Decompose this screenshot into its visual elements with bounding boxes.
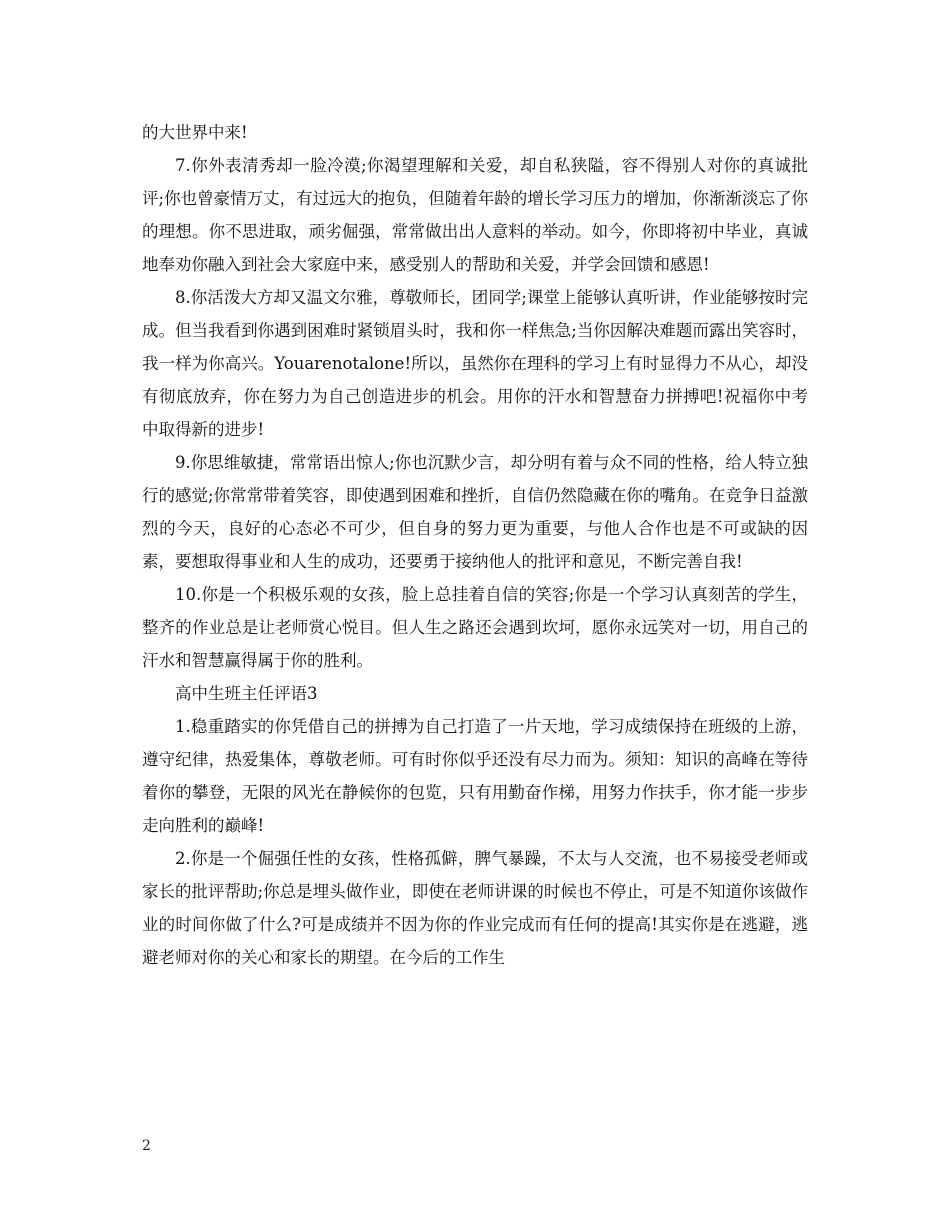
paragraph-comment-7: 7.你外表清秀却一脸冷漠;你渴望理解和关爱，却自私狭隘，容不得别人对你的真诚批评;你也曾豪情万丈，有过远大的抱负，但随着年龄的增长学习压力的增加，你渐渐淡忘了你的理想。你不思进取，顽劣倔强，常常做出出人意料的举动。如今，你即将初中毕业，真诚地奉劝你融入到社会大家庭中来，感受别人的帮助和关爱，并学会回馈和感恩! <box>142 156 808 274</box>
paragraph-comment-1: 1.稳重踏实的你凭借自己的拼搏为自己打造了一片天地，学习成绩保持在班级的上游，遵守纪律，热爱集体，尊敬老师。可有时你似乎还没有尽力而为。须知：知识的高峰在等待着你的攀登，无限的风光在静候你的包览，只有用勤奋作梯，用努力作扶手，你才能一步步走向胜利的巅峰! <box>142 717 808 835</box>
paragraph-comment-10: 10.你是一个积极乐观的女孩，脸上总挂着自信的笑容;你是一个学习认真刻苦的学生，整齐的作业总是让老师赏心悦目。但人生之路还会遇到坎坷，愿你永远笑对一切，用自己的汗水和智慧赢得属于你的胜利。 <box>142 585 808 670</box>
paragraph-continuation: 的大世界中来! <box>142 123 248 142</box>
page-number: 2 <box>142 1138 151 1154</box>
paragraph-comment-9: 9.你思维敏捷，常常语出惊人;你也沉默少言，却分明有着与众不同的性格，给人特立独行的感觉;你常常带着笑容，即使遇到困难和挫折，自信仍然隐藏在你的嘴角。在竞争日益激烈的今天，良好的心态必不可少，但自身的努力更为重要，与他人合作也是不可或缺的因素，要想取得事业和人生的成功，还要勇于接纳他人的批评和意见，不断完善自我! <box>142 453 808 571</box>
paragraph-comment-8: 8.你活泼大方却又温文尔雅，尊敬师长，团同学;课堂上能够认真听讲，作业能够按时完成。但当我看到你遇到困难时紧锁眉头时，我和你一样焦急;当你因解决难题而露出笑容时，我一样为你高兴。Youarenotalone!所以，虽然你在理科的学习上有时显得力不从心，却没有彻底放弃，你在努力为自己创造进步的机会。用你的汗水和智慧奋力拼搏吧!祝福你中考中取得新的进步! <box>142 288 808 439</box>
section-heading: 高中生班主任评语3 <box>175 684 318 703</box>
paragraph-comment-2: 2.你是一个倔强任性的女孩，性格孤僻，脾气暴躁，不太与人交流，也不易接受老师或家长的批评帮助;你总是埋头做作业，即使在老师讲课的时候也不停止，可是不知道你该做作业的时间你做了什么?可是成绩并不因为你的作业完成而有任何的提高!其实你是在逃避，逃避老师对你的关心和家长的期望。在今后的工作生 <box>142 849 808 967</box>
document-body <box>142 116 808 974</box>
